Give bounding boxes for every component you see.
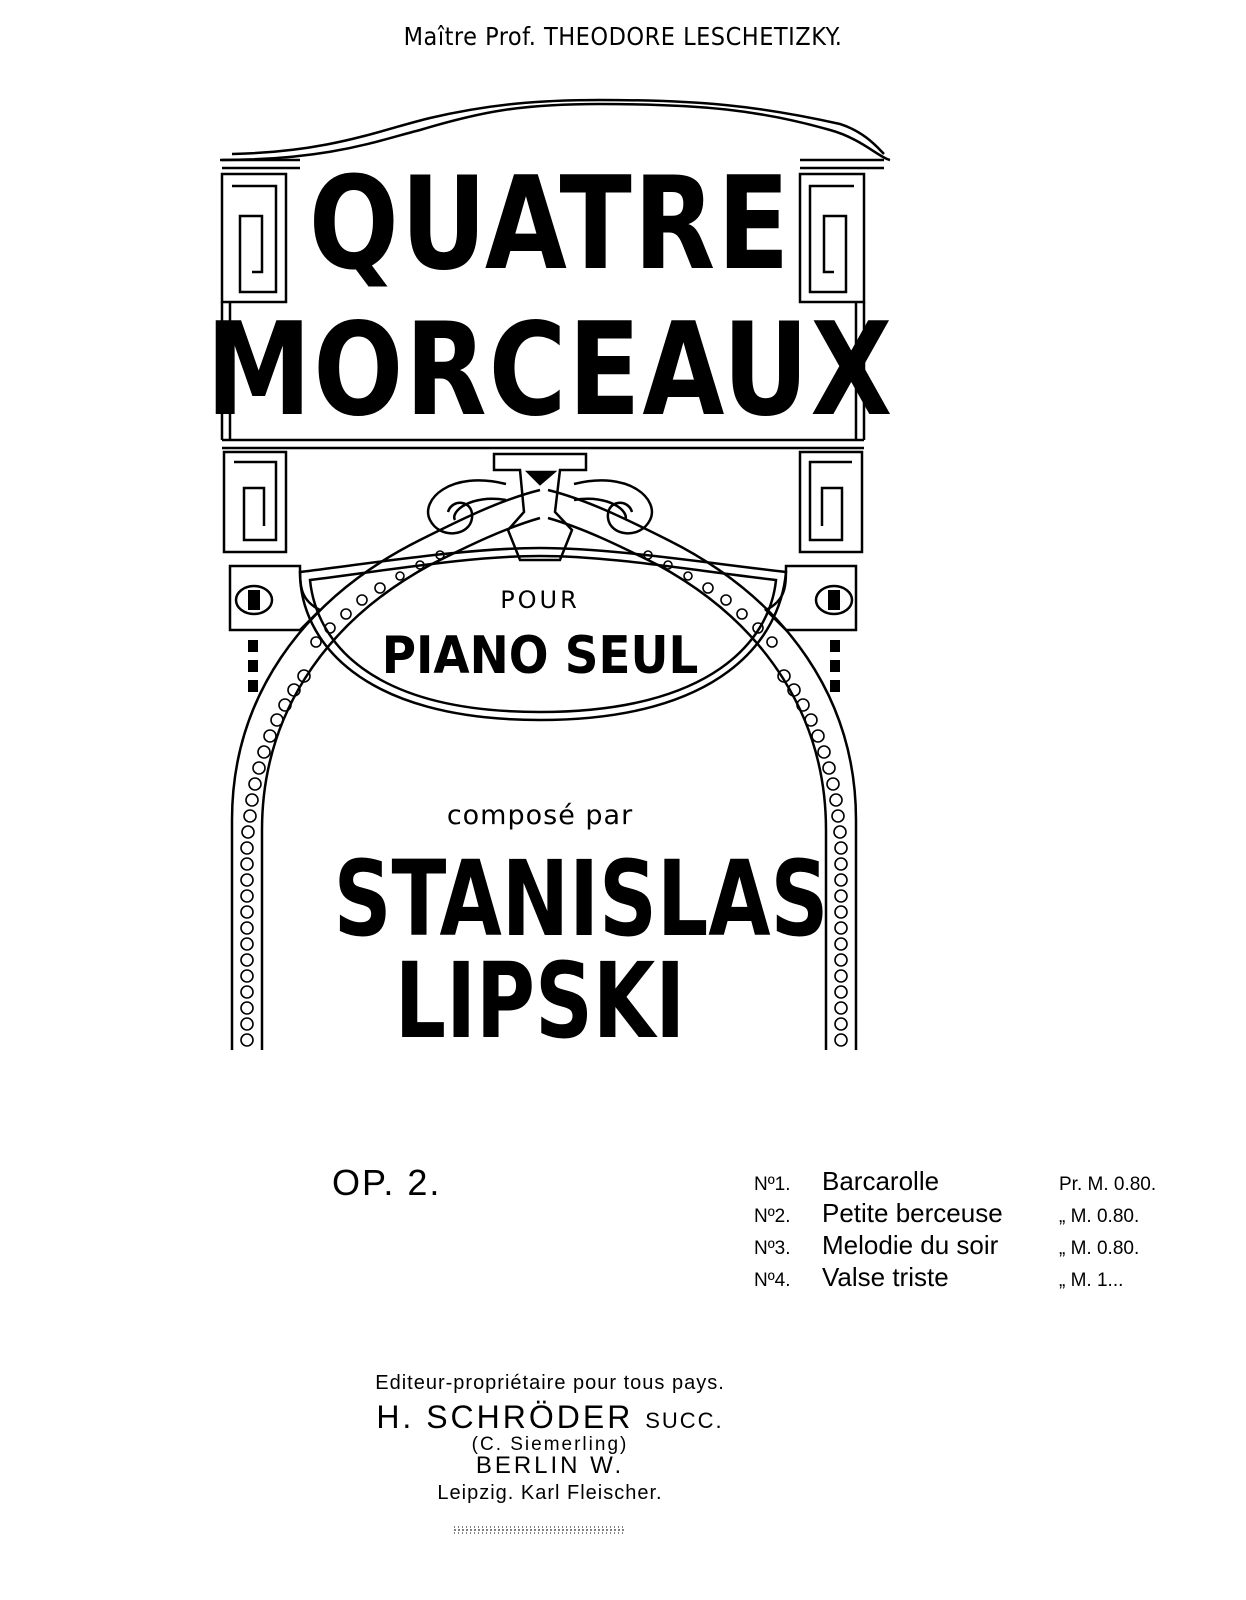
piece-price: Pr. M. 0.80. — [1059, 1174, 1157, 1195]
piece-list — [754, 1166, 1234, 1294]
publisher-rights-line: Editeur-propriétaire pour tous pays. — [375, 1372, 725, 1394]
title-line-2: MORCEAUX — [205, 296, 895, 445]
piece-title: Melodie du soir — [822, 1230, 999, 1260]
composed-by-label: composé par — [446, 800, 634, 831]
publisher-name-line — [250, 1399, 850, 1436]
printer-imprint-mark — [450, 1523, 630, 1537]
publisher-block — [250, 1372, 850, 1505]
instrument-label: PIANO SEUL — [381, 626, 699, 686]
opus-number: OP. 2. — [332, 1162, 442, 1203]
left-bracket — [230, 566, 320, 630]
publisher-succ: SUCC. — [645, 1408, 724, 1433]
composer-last-name: LIPSKI — [394, 940, 686, 1062]
title-line-1: QUATRE — [308, 150, 792, 299]
piece-price: „ M. 1... — [1059, 1270, 1124, 1291]
piece-row — [754, 1166, 1234, 1198]
piece-row — [754, 1198, 1234, 1230]
publisher-city: BERLIN W. — [475, 1452, 625, 1479]
pour-label: POUR — [500, 586, 580, 614]
dedication-line: Maître Prof. THEODORE LESCHETIZKY. — [403, 22, 843, 51]
publisher-name: H. SCHRÖDER — [376, 1399, 634, 1435]
piece-price: „ M. 0.80. — [1059, 1238, 1140, 1259]
piece-price: „ M. 0.80. — [1059, 1206, 1140, 1227]
central-keystone — [494, 454, 586, 560]
piece-number: Nº3. — [754, 1238, 791, 1259]
publisher-proprietor: (C. Siemerling) — [471, 1434, 629, 1455]
piece-row — [754, 1230, 1234, 1262]
piece-title: Valse triste — [822, 1262, 949, 1292]
piece-title: Barcarolle — [822, 1166, 940, 1196]
piece-row — [754, 1262, 1234, 1294]
piece-number: Nº2. — [754, 1206, 791, 1227]
piece-title: Petite berceuse — [822, 1198, 1003, 1228]
right-bracket — [766, 566, 856, 630]
piece-number: Nº4. — [754, 1270, 791, 1291]
composer-first-name: STANISLAS — [333, 838, 829, 960]
piece-number: Nº1. — [754, 1174, 791, 1195]
publisher-distributor: Leipzig. Karl Fleischer. — [437, 1482, 663, 1504]
